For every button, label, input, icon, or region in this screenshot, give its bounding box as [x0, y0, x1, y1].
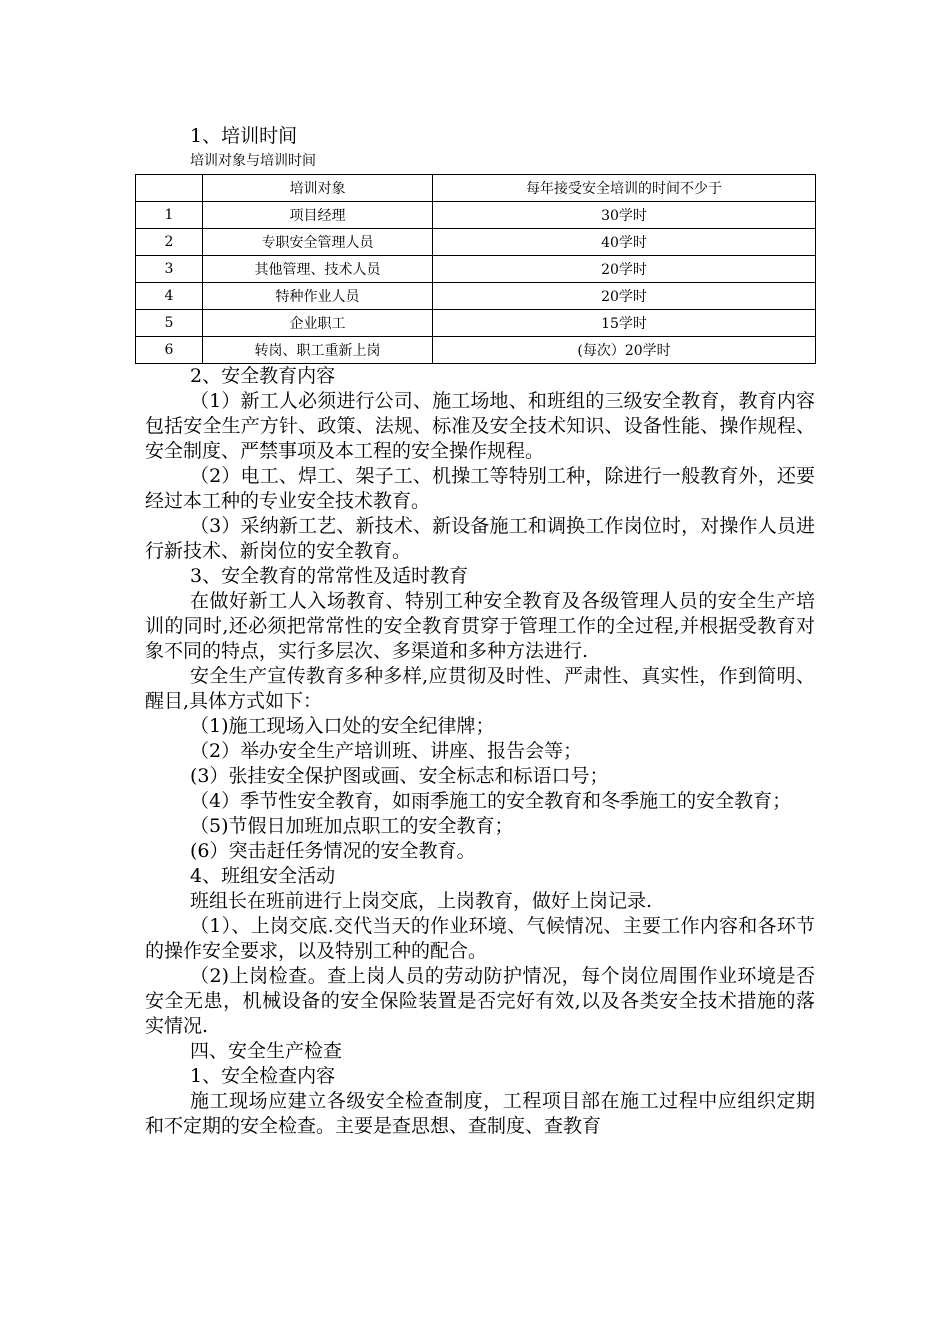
cell-index: 1 — [136, 202, 203, 229]
table-header-row — [136, 175, 816, 202]
cell-index: 5 — [136, 310, 203, 337]
section-heading-regular-education: 3、安全教育的常常性及适时教育 — [190, 565, 469, 587]
header-cell-hours: 每年接受安全培训的时间不少于 — [433, 175, 816, 202]
cell-index: 4 — [136, 283, 203, 310]
cell-hours: 20学时 — [433, 256, 816, 283]
body-text — [145, 364, 815, 1139]
table-row — [136, 310, 816, 337]
paragraph: 施工现场应建立各级安全检查制度，工程项目部在施工过程中应组织定期和不定期的安全检查。主要是查思想、查制度、查教育 — [145, 1090, 815, 1137]
paragraph: 班组长在班前进行上岗交底，上岗教育，做好上岗记录. — [190, 890, 653, 912]
paragraph: （1）新工人必须进行公司、施工场地、和班组的三级安全教育，教育内容包括安全生产方针、政策、法规、标准及安全技术知识、设备性能、操作规程、安全制度、严禁事项及本工程的安全操作规程。 — [145, 390, 815, 462]
cell-index: 6 — [136, 337, 203, 364]
list-item: （1)施工现场入口处的安全纪律牌； — [190, 715, 495, 737]
paragraph: （1）、上岗交底.交代当天的作业环境、气候情况、主要工作内容和各环节的操作安全要求，以及特别工种的配合。 — [145, 915, 815, 962]
cell-index: 2 — [136, 229, 203, 256]
cell-hours: (每次）20学时 — [433, 337, 816, 364]
list-item: （2）举办安全生产培训班、讲座、报告会等； — [190, 740, 583, 762]
section-heading-training-time: 1、培训时间 — [190, 125, 298, 147]
paragraph: 在做好新工人入场教育、特别工种安全教育及各级管理人员的安全生产培训的同时,还必须把常常性的安全教育贯穿于管理工作的全过程,并根据受教育对象不同的特点，实行多层次、多渠道和多种方法进行. — [145, 590, 815, 662]
list-item: (6）突击赶任务情况的安全教育。 — [190, 840, 476, 862]
paragraph: （2)上岗检查。查上岗人员的劳动防护情况，每个岗位周围作业环境是否安全无患，机械设备的安全保险装置是否完好有效,以及各类安全技术措施的落实情况. — [145, 965, 815, 1037]
header-cell-trainee: 培训对象 — [203, 175, 433, 202]
section-heading-team-activity: 4、班组安全活动 — [190, 865, 336, 887]
cell-trainee: 其他管理、技术人员 — [203, 256, 433, 283]
section-heading-safety-inspection: 四、安全生产检查 — [190, 1040, 343, 1062]
table-row — [136, 229, 816, 256]
section-heading-inspection-content: 1、安全检查内容 — [190, 1065, 336, 1087]
cell-hours: 15学时 — [433, 310, 816, 337]
table-row — [136, 337, 816, 364]
table-row — [136, 256, 816, 283]
cell-index: 3 — [136, 256, 203, 283]
training-time-table — [135, 174, 816, 364]
paragraph: （2）电工、焊工、架子工、机操工等特别工种，除进行一般教育外，还要经过本工种的专业安全技术教育。 — [145, 465, 815, 512]
list-item: （5)节假日加班加点职工的安全教育； — [190, 815, 514, 837]
section-heading-education-content: 2、安全教育内容 — [190, 365, 336, 387]
list-item: (3）张挂安全保护图或画、安全标志和标语口号； — [190, 765, 609, 787]
table-caption: 培训对象与培训时间 — [190, 153, 316, 169]
cell-hours: 20学时 — [433, 283, 816, 310]
cell-trainee: 项目经理 — [203, 202, 433, 229]
cell-hours: 30学时 — [433, 202, 816, 229]
list-item: （4）季节性安全教育，如雨季施工的安全教育和冬季施工的安全教育； — [190, 790, 792, 812]
table-row — [136, 202, 816, 229]
table-row — [136, 283, 816, 310]
header-cell-index — [136, 175, 203, 202]
cell-trainee: 特种作业人员 — [203, 283, 433, 310]
paragraph: 安全生产宣传教育多种多样,应贯彻及时性、严肃性、真实性，作到简明、醒目,具体方式如下： — [145, 665, 815, 712]
cell-trainee: 转岗、职工重新上岗 — [203, 337, 433, 364]
paragraph: （3）采纳新工艺、新技术、新设备施工和调换工作岗位时，对操作人员进行新技术、新岗位的安全教育。 — [145, 515, 815, 562]
cell-trainee: 企业职工 — [203, 310, 433, 337]
cell-hours: 40学时 — [433, 229, 816, 256]
cell-trainee: 专职安全管理人员 — [203, 229, 433, 256]
